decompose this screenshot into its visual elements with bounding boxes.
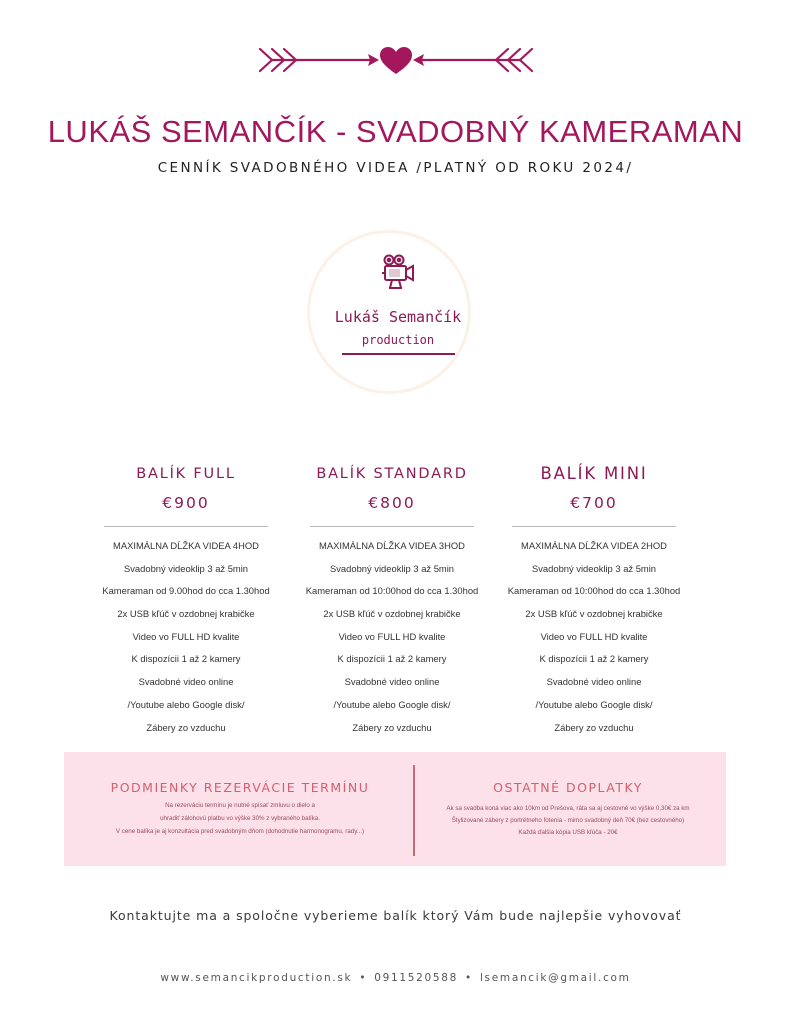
package-feature: Kameraman od 10:00hod do cca 1.30hod (305, 585, 479, 597)
package-feature-list (86, 535, 286, 739)
package-feature: /Youtube alebo Google disk/ (333, 698, 451, 710)
footer-website-link[interactable]: www.semancikproduction.sk (160, 972, 353, 984)
package-feature: Zábery zo vzduchu (146, 721, 226, 733)
package-feature: Zábery zo vzduchu (352, 721, 432, 733)
package-name: BALÍK STANDARD (316, 466, 468, 482)
package-feature: MAXIMÁLNA DĹŽKA VIDEA 2HOD (521, 540, 667, 551)
logo-underline (342, 353, 455, 355)
extras-line: Každá ďalšia kópia USB kľúča - 20€ (518, 829, 618, 836)
package-feature: 2x USB kľúč v ozdobnej krabičke (323, 608, 461, 620)
package-full (86, 462, 286, 739)
package-feature: /Youtube alebo Google disk/ (535, 698, 653, 710)
page-title: LUKÁŠ SEMANČÍK - SVADOBNÝ KAMERAMAN (47, 114, 744, 149)
package-feature: K dispozícii 1 až 2 kamery (131, 653, 241, 665)
footer-phone[interactable]: 0911520588 (374, 972, 459, 984)
package-feature-list (292, 535, 492, 739)
conditions-title: PODMIENKY REZERVÁCIE TERMÍNU (110, 780, 370, 795)
package-divider (310, 526, 474, 527)
package-feature: Zábery zo vzduchu (554, 721, 634, 733)
package-feature: Video vo FULL HD kvalite (540, 630, 648, 642)
package-price: €800 (368, 494, 416, 512)
conditions-line: V cene balíka je aj konzultácia pred svadobným dňom (dohodnutie harmonogramu, rady...) (115, 828, 365, 835)
package-feature: Video vo FULL HD kvalite (132, 630, 240, 642)
package-feature: Svadobný videoklip 3 až 5min (123, 562, 249, 574)
page-subtitle: CENNÍK SVADOBNÉHO VIDEA /PLATNÝ OD ROKU 2024/ (157, 160, 634, 176)
package-feature: Svadobné video online (344, 676, 440, 688)
package-feature: K dispozícii 1 až 2 kamery (539, 653, 649, 665)
package-feature-list (494, 535, 694, 739)
package-name: BALÍK MINI (540, 464, 648, 483)
package-divider (512, 526, 676, 527)
package-feature: Kameraman od 10:00hod do cca 1.30hod (507, 585, 681, 597)
package-price: €900 (162, 494, 210, 512)
logo-tagline: production (361, 333, 435, 347)
heart-arrows-icon (255, 42, 537, 78)
package-feature: Svadobný videoklip 3 až 5min (531, 562, 657, 574)
package-feature: /Youtube alebo Google disk/ (127, 698, 245, 710)
extras-line: Ak sa svadba koná viac ako 10km od Prešova, ráta sa aj cestovné vo výške 0,30€ za km (446, 805, 690, 812)
extras-text (416, 803, 720, 839)
package-feature: 2x USB kľúč v ozdobnej krabičke (525, 608, 663, 620)
extras-line: Štylizované zábery z portrétneho fotenia - mimo svadobný deň 70€ (bez cestovného) (451, 817, 685, 824)
logo-name: Lukáš Semančík (334, 308, 462, 326)
package-feature: Svadobné video online (546, 676, 642, 688)
footer-separator: • (465, 972, 473, 984)
contact-call-to-action: Kontaktujte ma a spoločne vyberieme balík ktorý Vám bude najlepšie vyhovovať (109, 908, 682, 923)
package-feature: Svadobný videoklip 3 až 5min (329, 562, 455, 574)
footer-separator: • (359, 972, 368, 984)
package-feature: MAXIMÁLNA DĹŽKA VIDEA 4HOD (113, 540, 259, 551)
video-camera-icon (382, 254, 416, 290)
conditions-line: uhradiť zálohovú platbu vo výške 30% z vybraného balíka. (160, 815, 320, 822)
extras-title: OSTATNÉ DOPLATKY (493, 780, 643, 795)
package-feature: Svadobné video online (138, 676, 234, 688)
package-name: BALÍK FULL (136, 466, 236, 482)
package-feature: Video vo FULL HD kvalite (338, 630, 446, 642)
footer (0, 972, 791, 984)
conditions-text (64, 799, 416, 838)
package-mini (494, 462, 694, 739)
package-feature: Kameraman od 9.00hod do cca 1.30hod (102, 585, 270, 597)
footer-email-link[interactable]: lsemancik@gmail.com (479, 972, 631, 984)
package-feature: MAXIMÁLNA DĹŽKA VIDEA 3HOD (319, 540, 465, 551)
package-feature: K dispozícii 1 až 2 kamery (337, 653, 447, 665)
package-price: €700 (570, 494, 618, 512)
package-divider (104, 526, 268, 527)
conditions-line: Na rezerváciu termínu je nutné spísať zmluvu o dielo a (165, 802, 315, 809)
package-feature: 2x USB kľúč v ozdobnej krabičke (117, 608, 255, 620)
package-standard (292, 462, 492, 739)
